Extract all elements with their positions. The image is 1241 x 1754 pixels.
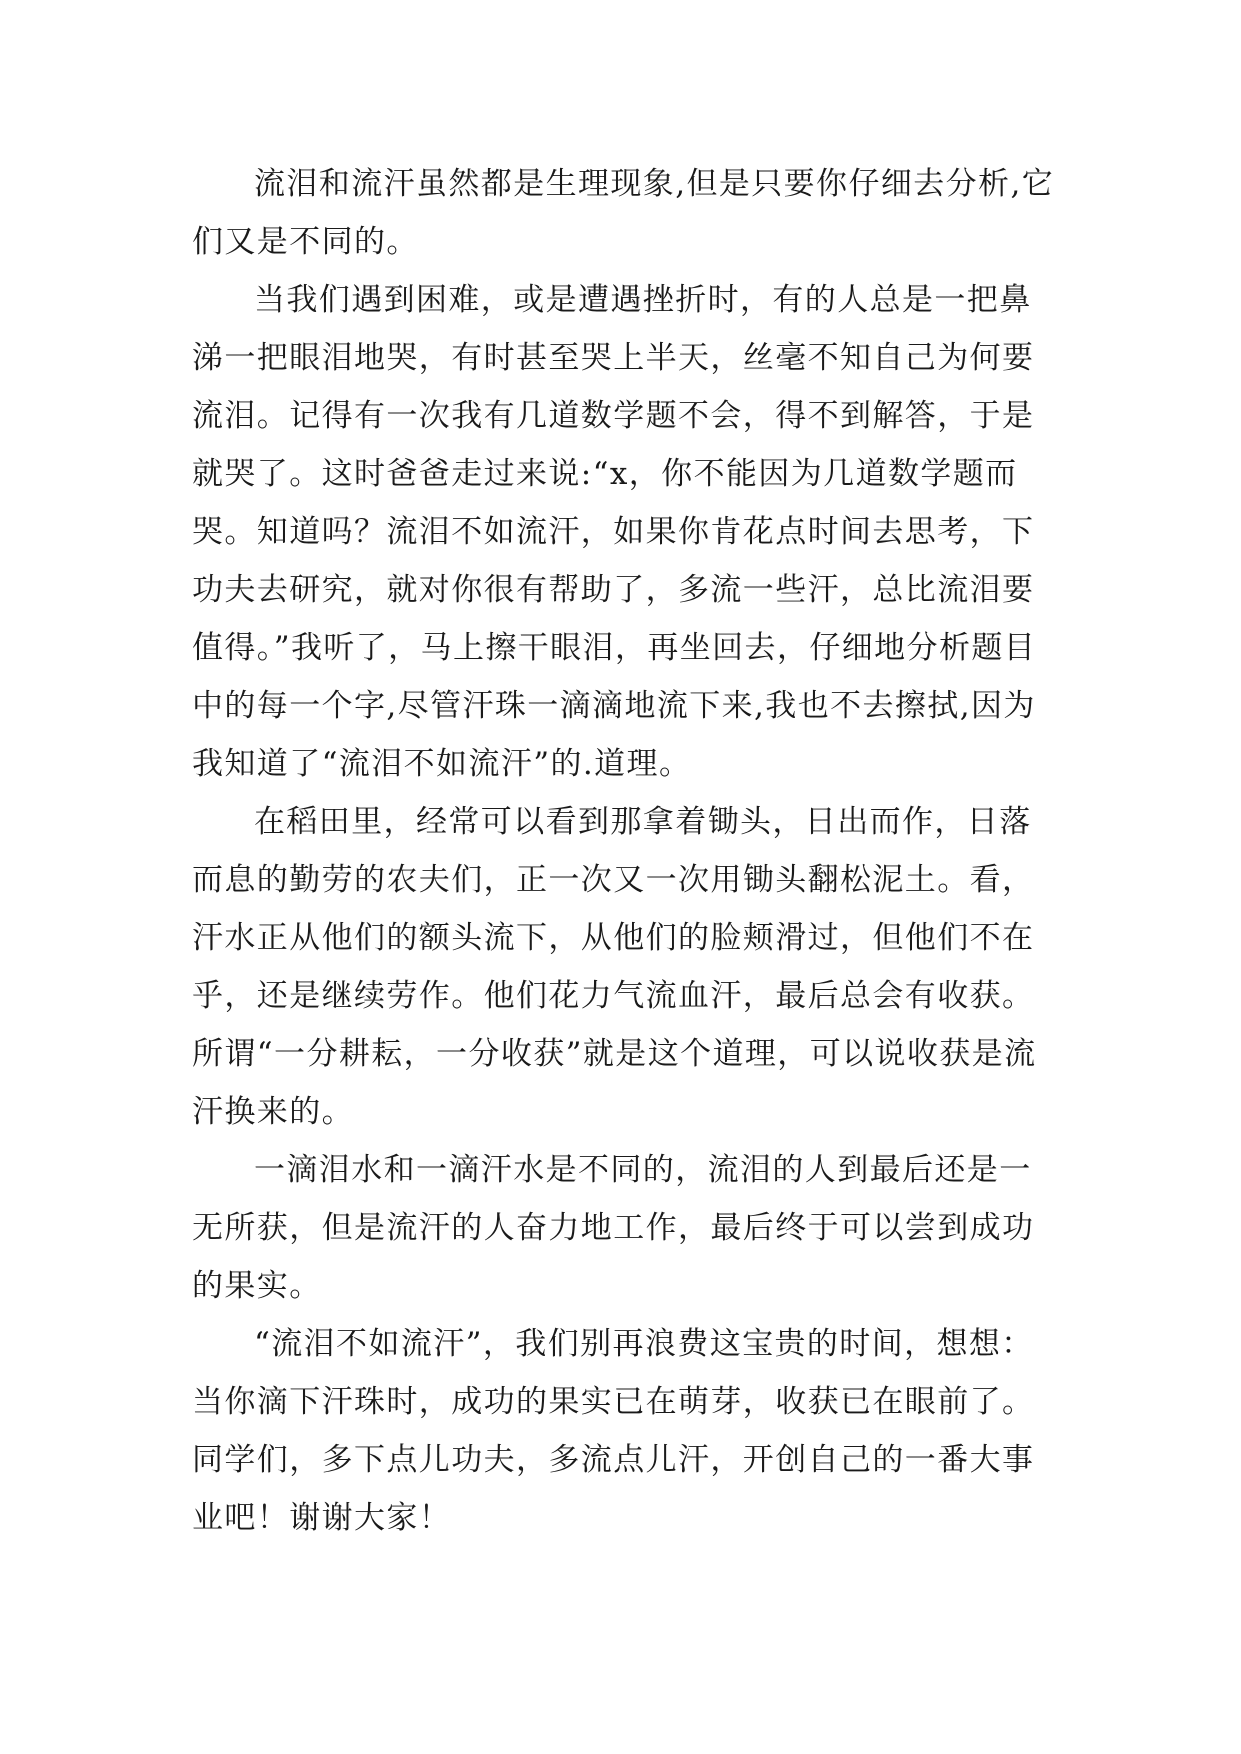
paragraph-2: 当我们遇到困难，或是遭遇挫折时，有的人总是一把鼻涕一把眼泪地哭，有时甚至哭上半天，丝毫不知自己为何要流泪。记得有一次我有几道数学题不会，得不到解答，于是就哭了。这时爸爸走过来说:“x，你不能因为几道数学题而哭。知道吗？流泪不如流汗，如果你肯花点时间去思考，下功夫去研究，就对你很有帮助了，多流一些汗，总比流泪要值得。”我听了，马上擦干眼泪，再坐回去，仔细地分析题目中的每一个字,尽管汗珠一滴滴地流下来,我也不去擦拭,因为我知道了“流泪不如流汗”的.道理。 — [192, 282, 1037, 782]
paragraph-4: 一滴泪水和一滴汗水是不同的，流泪的人到最后还是一无所获，但是流汗的人奋力地工作，最后终于可以尝到成功的果实。 — [192, 1152, 1035, 1304]
paragraph-3: 在稻田里，经常可以看到那拿着锄头，日出而作，日落而息的勤劳的农夫们，正一次又一次用锄头翻松泥土。看，汗水正从他们的额头流下，从他们的脸颊滑过，但他们不在乎，还是继续劳作。他们花力气流血汗，最后总会有收获。所谓“一分耕耘，一分收获”就是这个道理，可以说收获是流汗换来的。 — [192, 804, 1037, 1130]
paragraph-1: 流泪和流汗虽然都是生理现象,但是只要你仔细去分析,它们又是不同的。 — [192, 166, 1055, 260]
paragraph-5: “流泪不如流汗”，我们别再浪费这宝贵的时间，想想：当你滴下汗珠时，成功的果实已在萌芽，收获已在眼前了。同学们，多下点儿功夫，多流点儿汗，开创自己的一番大事业吧！谢谢大家！ — [192, 1326, 1035, 1536]
document-body — [192, 155, 1062, 1547]
